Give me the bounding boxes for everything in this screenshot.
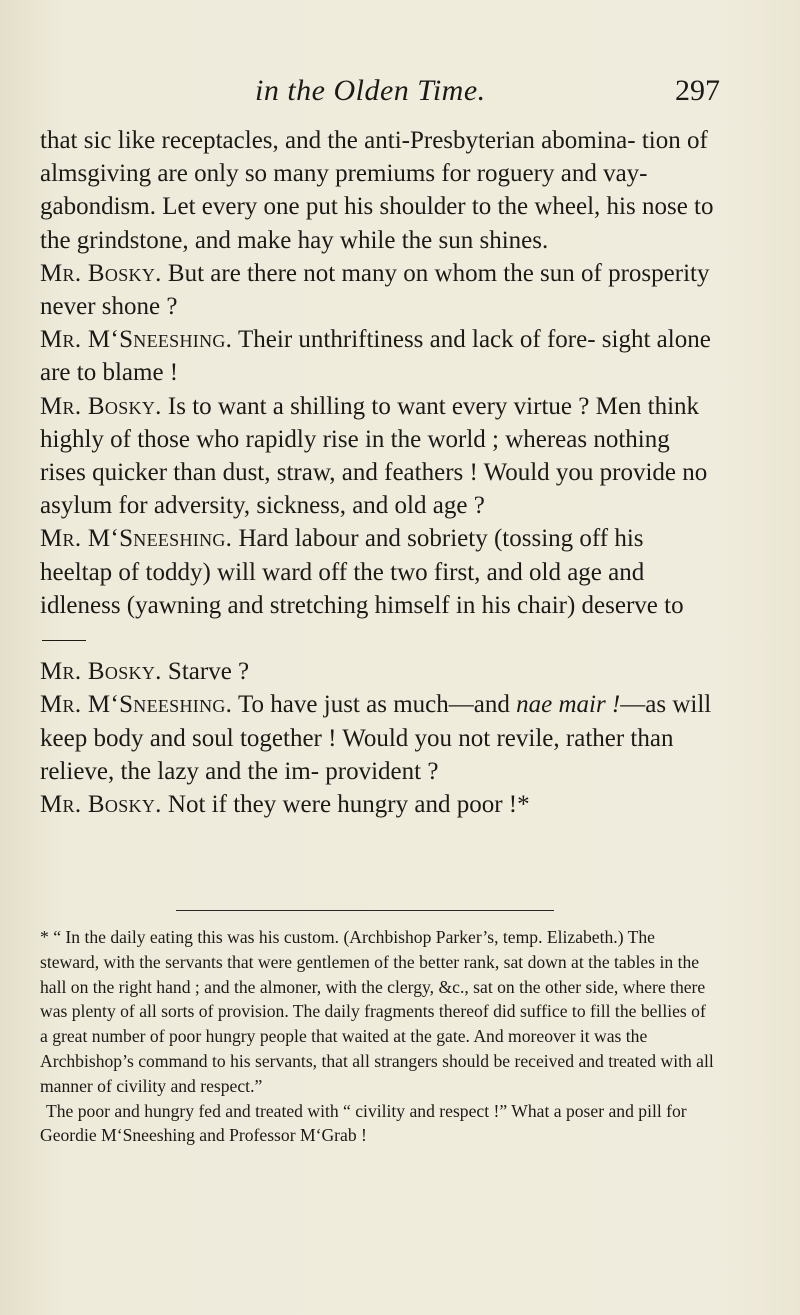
speech-msneeshing-3: [40, 688, 716, 788]
speech-msneeshing-1: [40, 323, 716, 389]
speaker-name: Mr. M‘Sneeshing.: [40, 525, 233, 553]
footnote: [40, 925, 716, 1148]
footnote-quote: * “ In the daily eating this was his custom. (Archbishop Parker’s, temp. Elizabeth.) The steward, with the servants that were gentlemen of the better rank, sat down at the tables in the hall on the right hand ; and the almoner, with the clergy, &c., sat on the other side, where there was plenty of all sorts of provision. The daily fragments thereof did suffice to fill the bellies of a great number of poor hungry people that waited at the gate. And moreover it was the Archbishop’s command to his servants, that all strangers should be received and treated with all manner of civility and respect.”: [40, 927, 714, 1096]
speech-bosky-4: [40, 788, 716, 821]
speech-msneeshing-2: [40, 522, 716, 655]
speaker-name: Mr. Bosky.: [40, 392, 162, 420]
speech-bosky-1: [40, 257, 716, 323]
speaker-name: Mr. M‘Sneeshing.: [40, 326, 233, 354]
running-title: in the Olden Time.: [255, 74, 486, 107]
speech-bosky-2: [40, 390, 716, 523]
speech-italic-text: nae mair !: [516, 691, 621, 719]
speech-text: Their unthriftiness and lack of fore- sight alone are to blame !: [40, 326, 711, 387]
speech-bosky-3: [40, 655, 716, 688]
speech-text: But are there not many on whom the sun of prosperity never shone ?: [40, 259, 710, 321]
speech-text: Not if they were hungry and poor !*: [161, 791, 530, 819]
speech-text: —as will keep body and soul together ! Would you not revile, rather than relieve, the lazy and the im- provident ?: [40, 691, 712, 785]
speaker-name: Mr. Bosky.: [40, 259, 162, 287]
interruption-dash: [42, 640, 86, 641]
speaker-name: Mr. M‘Sneeshing.: [40, 691, 233, 719]
speech-text: Is to want a shilling to want every virtue ? Men think highly of those who rapidly rise in the world ; whereas nothing rises quicker than dust, straw, and feathers ! Would you provide no asylum for adversity, sickness, and old age ?: [40, 392, 708, 520]
page-number: 297: [675, 74, 720, 107]
speaker-name: Mr. Bosky.: [40, 658, 162, 686]
footnote-rule: [176, 910, 554, 911]
speech-text: Starve ?: [161, 658, 250, 686]
footnote-comment: The poor and hungry fed and treated with “ civility and respect !” What a poser and pill for Geordie M‘Sneeshing and Professor M‘Grab !: [40, 1100, 687, 1146]
speech-text: Hard labour and sobriety (tossing off his heeltap of toddy) will ward off the two first, and old age and idleness (yawning and stretching himself in his chair) deserve to: [40, 525, 684, 619]
body-text: [40, 124, 716, 821]
opening-paragraph: that sic like receptacles, and the anti-Presbyterian abomina- tion of almsgiving are only so many premiums for roguery and vay-gabondism. Let every one put his shoulder to the wheel, his nose to the grindstone, and make hay while the sun shines.: [40, 127, 714, 254]
speaker-name: Mr. Bosky.: [40, 791, 162, 819]
speech-text: To have just as much—and: [232, 691, 517, 719]
running-head: [60, 74, 720, 114]
